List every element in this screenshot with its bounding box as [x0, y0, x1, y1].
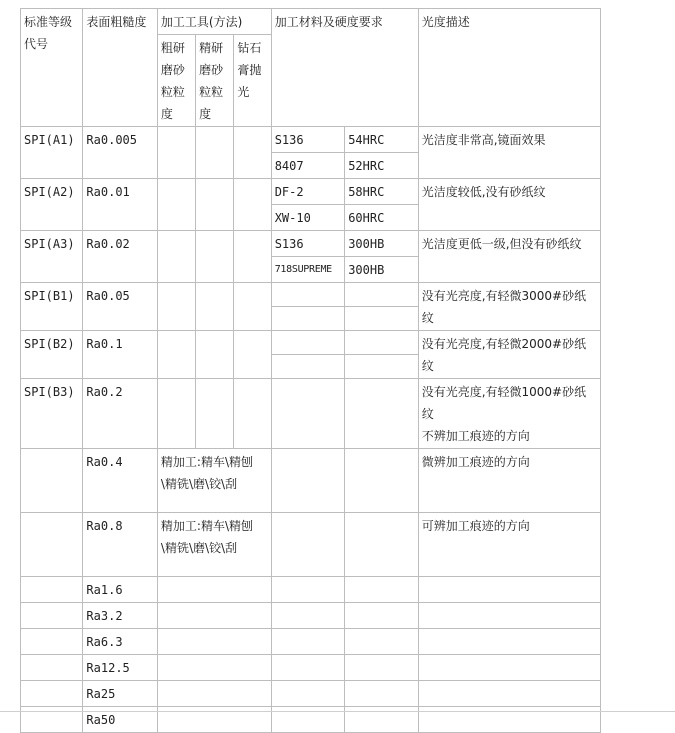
- material-cell: [271, 513, 345, 577]
- ra-cell: Ra0.02: [83, 231, 158, 283]
- description-cell: [418, 379, 600, 449]
- ra-cell: Ra0.1: [83, 331, 158, 379]
- tool-cell: [157, 379, 195, 449]
- hardness-cell: 60HRC: [345, 205, 419, 231]
- tool-cell: [234, 179, 271, 231]
- hardness-cell: [345, 629, 419, 655]
- header-grade-code: 标准等级代号: [21, 9, 83, 127]
- material-cell: [271, 379, 345, 449]
- table-row: [21, 513, 601, 577]
- tool-cell: [196, 179, 234, 231]
- description-cell: 光洁度更低一级,但没有砂纸纹: [418, 231, 600, 283]
- ra-cell: Ra12.5: [83, 655, 158, 681]
- divider: [0, 711, 675, 712]
- header-roughness: 表面粗糙度: [83, 9, 158, 127]
- description-cell: [418, 577, 600, 603]
- hardness-cell: 300HB: [345, 231, 419, 257]
- tool-cell: [157, 331, 195, 379]
- tool-cell: [234, 283, 271, 331]
- grade-cell: [21, 655, 83, 681]
- grade-cell: SPI(B1): [21, 283, 83, 331]
- material-cell: [271, 681, 345, 707]
- tool-cell: [157, 127, 195, 179]
- description-cell: 微辨加工痕迹的方向: [418, 449, 600, 513]
- description-cell: [418, 681, 600, 707]
- description-cell: [418, 629, 600, 655]
- tool-method-cell: 精加工:精车\精刨\精铣\磨\铰\刮: [157, 449, 271, 513]
- material-cell: [271, 629, 345, 655]
- grade-cell: [21, 629, 83, 655]
- grade-cell: [21, 577, 83, 603]
- tool-cell: [196, 331, 234, 379]
- ra-cell: Ra0.4: [83, 449, 158, 513]
- ra-cell: Ra3.2: [83, 603, 158, 629]
- hardness-cell: [345, 283, 419, 307]
- hardness-cell: [345, 655, 419, 681]
- table-row: [21, 681, 601, 707]
- material-cell: [271, 331, 345, 355]
- header-material: 加工材料及硬度要求: [271, 9, 418, 127]
- table-row: [21, 603, 601, 629]
- material-cell: S136: [271, 127, 345, 153]
- tool-cell: [234, 331, 271, 379]
- tool-method-cell: [157, 655, 271, 681]
- description-cell: 没有光亮度,有轻微3000#砂纸纹: [418, 283, 600, 331]
- hardness-cell: [345, 449, 419, 513]
- table-row: [21, 655, 601, 681]
- description-cell: 光洁度非常高,镜面效果: [418, 127, 600, 179]
- surface-finish-table: [20, 8, 601, 733]
- ra-cell: Ra0.005: [83, 127, 158, 179]
- material-cell: DF-2: [271, 179, 345, 205]
- table-row: [21, 283, 601, 307]
- table-row: [21, 231, 601, 257]
- tool-cell: [196, 379, 234, 449]
- hardness-cell: [345, 379, 419, 449]
- tool-cell: [157, 179, 195, 231]
- ra-cell: Ra0.8: [83, 513, 158, 577]
- ra-cell: Ra25: [83, 681, 158, 707]
- tool-cell: [196, 127, 234, 179]
- description-text-2: 不辨加工痕迹的方向: [421, 429, 530, 443]
- material-cell: [271, 449, 345, 513]
- material-cell: [271, 577, 345, 603]
- header-fine-grit: 精研磨砂粒粒度: [196, 35, 234, 127]
- description-cell: 没有光亮度,有轻微2000#砂纸纹: [418, 331, 600, 379]
- grade-cell: [21, 449, 83, 513]
- tool-cell: [234, 231, 271, 283]
- table-row: [21, 331, 601, 355]
- tool-method-cell: [157, 603, 271, 629]
- header-description: 光度描述: [418, 9, 600, 127]
- material-cell: [271, 603, 345, 629]
- tool-method-cell: [157, 681, 271, 707]
- ra-cell: Ra0.01: [83, 179, 158, 231]
- tool-cell: [196, 231, 234, 283]
- grade-cell: SPI(B3): [21, 379, 83, 449]
- grade-cell: SPI(A3): [21, 231, 83, 283]
- tool-cell: [234, 127, 271, 179]
- material-cell: [271, 283, 345, 307]
- grade-cell: SPI(A2): [21, 179, 83, 231]
- table-row: [21, 629, 601, 655]
- table-row: [21, 179, 601, 205]
- tool-cell: [196, 283, 234, 331]
- grade-cell: [21, 603, 83, 629]
- tool-cell: [234, 379, 271, 449]
- ra-cell: Ra1.6: [83, 577, 158, 603]
- table-row: [21, 127, 601, 153]
- header-diamond-paste: 钻石膏抛光: [234, 35, 271, 127]
- table-row: [21, 449, 601, 513]
- description-cell: [418, 603, 600, 629]
- hardness-cell: [345, 355, 419, 379]
- tool-cell: [157, 283, 195, 331]
- hardness-cell: [345, 603, 419, 629]
- tool-method-cell: 精加工:精车\精刨\精铣\磨\铰\刮: [157, 513, 271, 577]
- hardness-cell: [345, 681, 419, 707]
- ra-cell: Ra0.05: [83, 283, 158, 331]
- hardness-cell: 300HB: [345, 257, 419, 283]
- hardness-cell: [345, 513, 419, 577]
- tool-method-cell: [157, 629, 271, 655]
- material-cell: 718SUPREME: [271, 257, 345, 283]
- material-cell: [271, 655, 345, 681]
- table-row: [21, 577, 601, 603]
- header-coarse-grit: 粗研磨砂粒粒度: [157, 35, 195, 127]
- table-row: [21, 379, 601, 449]
- grade-cell: [21, 681, 83, 707]
- tool-cell: [157, 231, 195, 283]
- tool-method-cell: [157, 577, 271, 603]
- hardness-cell: [345, 577, 419, 603]
- hardness-cell: 58HRC: [345, 179, 419, 205]
- material-cell: [271, 307, 345, 331]
- hardness-cell: [345, 307, 419, 331]
- ra-cell: Ra6.3: [83, 629, 158, 655]
- grade-cell: SPI(A1): [21, 127, 83, 179]
- ra-cell: Ra0.2: [83, 379, 158, 449]
- description-cell: 光洁度较低,没有砂纸纹: [418, 179, 600, 231]
- ra-cell: Ra50: [83, 707, 158, 733]
- material-cell: XW-10: [271, 205, 345, 231]
- description-cell: [418, 655, 600, 681]
- header-tools: 加工工具(方法): [157, 9, 271, 35]
- grade-cell: [21, 513, 83, 577]
- hardness-cell: 54HRC: [345, 127, 419, 153]
- material-cell: [271, 355, 345, 379]
- material-cell: 8407: [271, 153, 345, 179]
- description-cell: 可辨加工痕迹的方向: [418, 513, 600, 577]
- header-row: [21, 9, 601, 35]
- hardness-cell: [345, 331, 419, 355]
- description-text: 没有光亮度,有轻微1000#砂纸纹: [421, 385, 587, 421]
- material-cell: S136: [271, 231, 345, 257]
- hardness-cell: 52HRC: [345, 153, 419, 179]
- grade-cell: SPI(B2): [21, 331, 83, 379]
